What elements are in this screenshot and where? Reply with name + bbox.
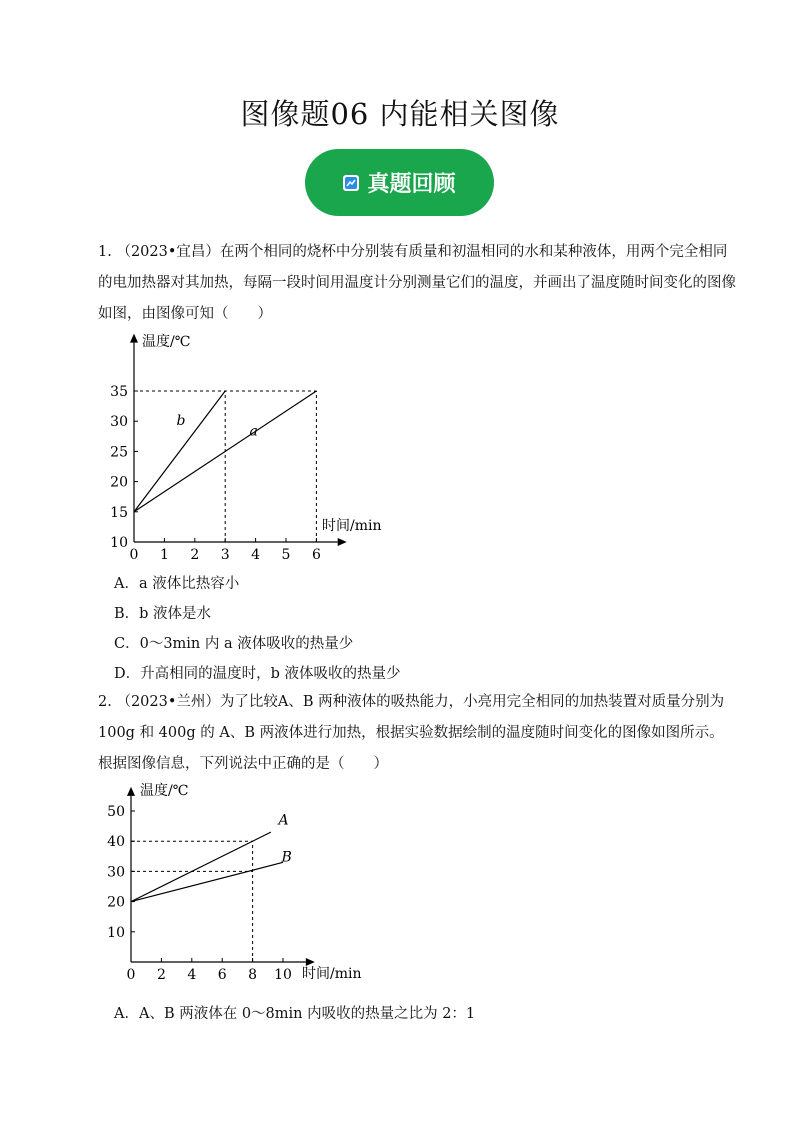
- y-tick-label: 35: [110, 384, 128, 400]
- option-a: A．a 液体比热容小: [114, 576, 240, 592]
- y-tick-label: 15: [110, 504, 128, 521]
- option-d: D．升高相同的温度时，b 液体吸收的热量少: [114, 666, 401, 682]
- x-tick-label: 2: [156, 967, 166, 983]
- x-tick-label: 1: [159, 547, 169, 563]
- x-tick-label: 5: [281, 547, 291, 563]
- y-axis-arrow: [127, 787, 135, 796]
- y-tick-label: 30: [110, 414, 128, 431]
- series-label-b: b: [176, 412, 186, 429]
- x-tick-label: 0: [126, 967, 136, 983]
- x-axis-arrow: [306, 958, 315, 966]
- y-tick-label: 20: [107, 894, 125, 911]
- x-tick-label: 6: [217, 967, 227, 983]
- y-tick-label: 40: [107, 834, 125, 851]
- x-tick-label: 2: [190, 547, 200, 563]
- y-tick-label: 10: [107, 924, 125, 941]
- series-label-A: A: [278, 812, 289, 829]
- question-text: （2023•兰州）为了比较A、B 两种液体的吸热能力，小亮用完全相同的加热装置对质量分别为100g 和 400g 的 A、B 两液体进行加热，根据实验数据绘制的温度随时间变化的图像如图所示。根据图像信息，下列说法中正确的是（ ）: [98, 694, 725, 772]
- x-tick-label: 6: [311, 547, 321, 563]
- series-line-B: [131, 862, 283, 901]
- y-axis-label: 温度/℃: [140, 783, 189, 799]
- x-tick-label: 4: [251, 547, 261, 563]
- series-label-a: a: [249, 423, 258, 440]
- badge-label: 真题回顾: [367, 172, 456, 197]
- question-text: （2023•宜昌）在两个相同的烧杯中分别装有质量和初温相同的水和某种液体，用两个完全相同的电加热器对其加热，每隔一段时间用温度计分别测量它们的温度，并画出了温度随时间变化的图像如图，由图像可知（ ）: [98, 244, 736, 322]
- series-label-B: B: [281, 849, 292, 866]
- y-tick-label: 10: [110, 535, 128, 551]
- x-axis-label: 时间/min: [322, 518, 382, 534]
- y-tick-label: 30: [107, 864, 125, 881]
- x-tick-label: 0: [129, 547, 139, 563]
- question-number: 1.: [98, 244, 112, 260]
- option-c: C．0～3min 内 a 液体吸收的热量少: [114, 636, 354, 652]
- option-a: A．A、B 两液体在 0～8min 内吸收的热量之比为 2：1: [114, 1006, 476, 1022]
- x-tick-label: 10: [274, 967, 292, 983]
- y-axis-label: 温度/℃: [142, 334, 191, 350]
- x-tick-label: 3: [220, 547, 230, 563]
- question-number: 2.: [98, 694, 112, 710]
- x-tick-label: 8: [248, 967, 258, 983]
- page-title: 图像题06 内能相关图像: [240, 97, 560, 131]
- y-tick-label: 25: [110, 444, 128, 461]
- y-tick-label: 50: [107, 804, 125, 820]
- series-line-A: [131, 832, 271, 901]
- x-tick-label: 4: [187, 967, 197, 983]
- y-tick-label: 20: [110, 474, 128, 491]
- x-axis-label: 时间/min: [302, 966, 362, 982]
- option-b: B．b 液体是水: [114, 606, 212, 622]
